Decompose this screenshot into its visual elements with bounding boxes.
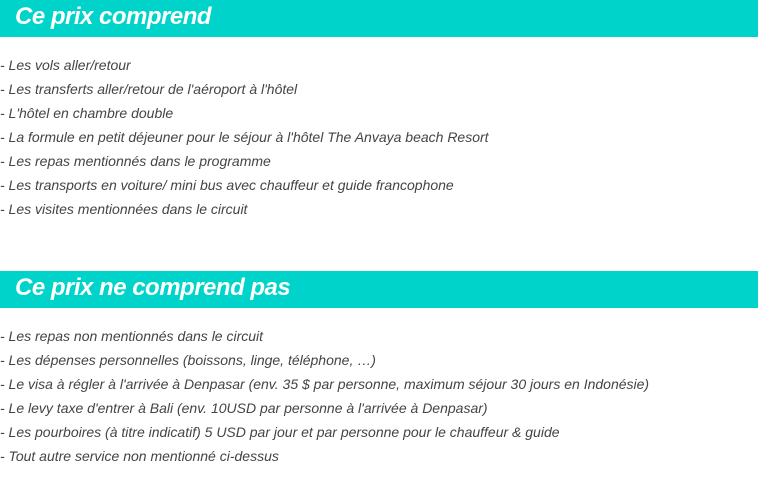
list-item: - Les transports en voiture/ mini bus avec chauffeur et guide francophone bbox=[0, 177, 454, 193]
excluded-title: Ce prix ne comprend pas bbox=[15, 274, 291, 301]
excluded-header bbox=[0, 271, 758, 308]
list-item: - Le levy taxe d'entrer à Bali (env. 10USD par personne à l'arrivée à Denpasar) bbox=[0, 400, 488, 416]
list-item: - Les dépenses personnelles (boissons, linge, téléphone, …) bbox=[0, 352, 376, 368]
included-title: Ce prix comprend bbox=[15, 3, 212, 30]
included-list bbox=[0, 53, 489, 221]
included-header bbox=[0, 0, 758, 37]
list-item: - Les repas non mentionnés dans le circuit bbox=[0, 328, 264, 344]
list-item: - Le visa à régler à l'arrivée à Denpasar (env. 35 $ par personne, maximum séjour 30 jours en Indonésie) bbox=[0, 376, 650, 392]
excluded-list bbox=[0, 324, 649, 468]
list-item: - Tout autre service non mentionné ci-dessus bbox=[0, 448, 279, 464]
list-item: - L'hôtel en chambre double bbox=[0, 105, 174, 121]
list-item: - La formule en petit déjeuner pour le séjour à l'hôtel The Anvaya beach Resort bbox=[0, 129, 489, 145]
list-item: - Les vols aller/retour bbox=[0, 57, 131, 73]
list-item: - Les pourboires (à titre indicatif) 5 USD par jour et par personne pour le chauffeur & guide bbox=[0, 424, 560, 440]
list-item: - Les visites mentionnées dans le circuit bbox=[0, 201, 248, 217]
list-item: - Les transferts aller/retour de l'aéroport à l'hôtel bbox=[0, 81, 298, 97]
list-item: - Les repas mentionnés dans le programme bbox=[0, 153, 271, 169]
